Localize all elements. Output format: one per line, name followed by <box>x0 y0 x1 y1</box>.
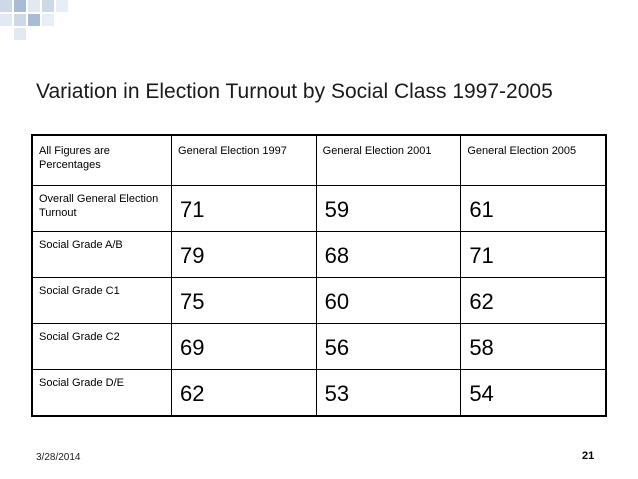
table-row <box>32 370 606 417</box>
value-cell <box>172 232 317 278</box>
value-cell <box>461 186 606 232</box>
row-label-cell <box>32 278 172 324</box>
table-row <box>32 278 606 324</box>
value: 60 <box>324 289 350 314</box>
row-label: Overall General Election Turnout <box>39 193 159 219</box>
slide-title: Variation in Election Turnout by Social Class 1997-2005 <box>36 80 553 103</box>
table-header-row <box>32 135 606 186</box>
header-corner-cell <box>32 135 172 186</box>
column-header: General Election 1997 <box>178 145 287 157</box>
value: 69 <box>180 335 205 360</box>
value: 71 <box>469 243 494 268</box>
header-corner-label: All Figures are Percentages <box>39 145 110 171</box>
value: 61 <box>469 197 494 222</box>
value-cell <box>461 370 606 417</box>
row-label-cell <box>32 370 172 417</box>
header-cell-2001 <box>316 135 461 186</box>
value-cell <box>316 370 461 417</box>
value: 71 <box>180 197 205 222</box>
value: 53 <box>324 381 350 406</box>
value: 59 <box>324 197 350 222</box>
value-cell <box>461 278 606 324</box>
row-label: Social Grade A/B <box>39 239 123 251</box>
table-row <box>32 324 606 370</box>
value-cell <box>172 186 317 232</box>
value-cell <box>316 186 461 232</box>
value: 54 <box>469 381 494 406</box>
row-label-cell <box>32 324 172 370</box>
value: 75 <box>180 289 205 314</box>
value: 79 <box>180 243 205 268</box>
column-header: General Election 2005 <box>467 145 577 157</box>
value-cell <box>316 324 461 370</box>
page-number: 21 <box>582 450 595 462</box>
row-label: Social Grade C1 <box>39 285 120 297</box>
table-row <box>32 186 606 232</box>
column-header: General Election 2001 <box>322 145 432 157</box>
value-cell <box>316 278 461 324</box>
value-cell <box>316 232 461 278</box>
decorative-squares <box>0 0 638 40</box>
turnout-table <box>31 134 607 417</box>
header-cell-2005 <box>461 135 606 186</box>
row-label-cell <box>32 186 172 232</box>
value: 62 <box>469 289 494 314</box>
value-cell <box>172 278 317 324</box>
value: 62 <box>180 381 205 406</box>
row-label: Social Grade D/E <box>39 377 124 389</box>
row-label: Social Grade C2 <box>39 331 120 343</box>
value-cell <box>172 370 317 417</box>
table-row <box>32 232 606 278</box>
value: 68 <box>324 243 350 268</box>
row-label-cell <box>32 232 172 278</box>
value-cell <box>461 232 606 278</box>
header-cell-1997 <box>172 135 317 186</box>
value-cell <box>461 324 606 370</box>
value: 56 <box>324 335 350 360</box>
footer-date: 3/28/2014 <box>36 452 81 463</box>
value-cell <box>172 324 317 370</box>
value: 58 <box>469 335 494 360</box>
